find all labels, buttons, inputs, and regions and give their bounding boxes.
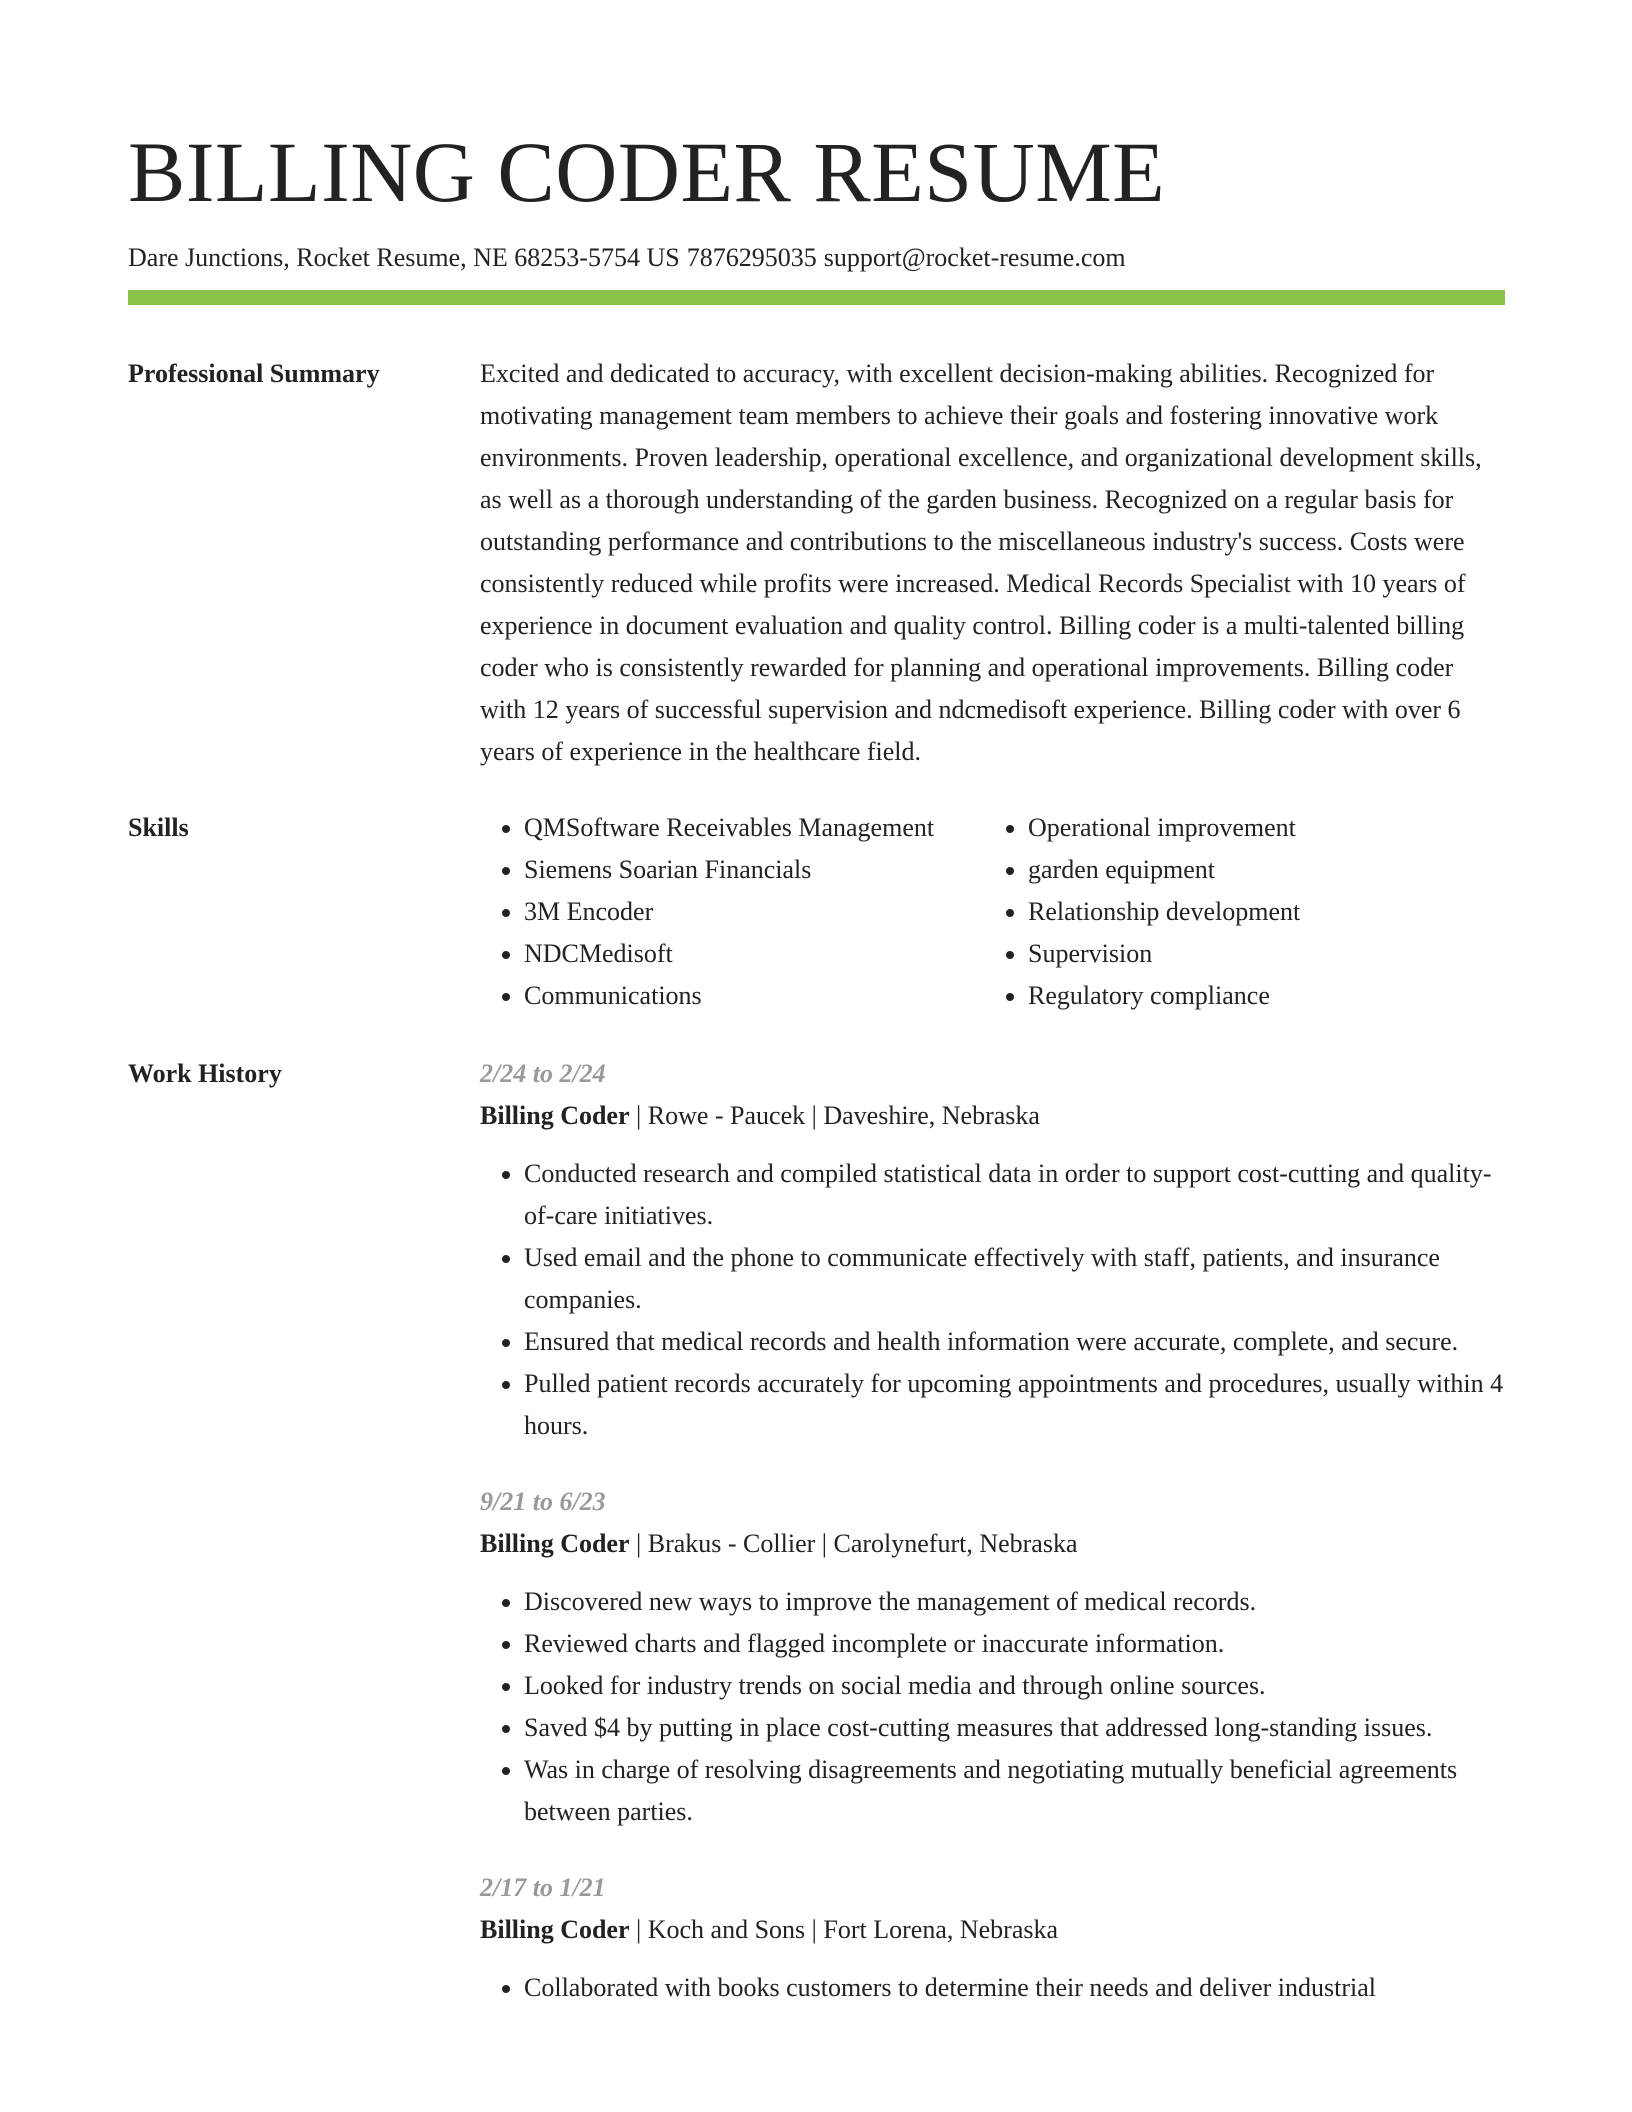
job-dates: 9/21 to 6/23 [480,1487,606,1516]
contact-address: Dare Junctions, Rocket Resume, NE 68253-5754 US [128,243,680,272]
summary-text: Excited and dedicated to accuracy, with excellent decision-making abilities. Recognized for motivating management team members to achieve their goals and fostering innovative work environments. Proven leadership, operational excellence, and organizational development skills, as well as a thorough understanding of the garden business. Recognized on a regular basis for outstanding performance and contributions to the miscellaneous industry's success. Costs were consistently reduced while profits were increased. Medical Records Specialist with 10 years of experience in document evaluation and quality control. Billing coder is a multi-talented billing coder who is consistently rewarded for planning and operational improvements. Billing coder with 12 years of successful supervision and ndcmedisoft experience. Billing coder with over 6 years of experience in the healthcare field. [480,359,1482,766]
skill-item: • Siemens Soarian Financials [524,849,984,891]
job-bullet: • Pulled patient records accurately for upcoming appointments and procedures, usually within 4 hours. [524,1363,1505,1447]
job-company: Koch and Sons [647,1915,806,1944]
job-bullets [480,1153,1505,1447]
contact-email: support@rocket-resume.com [823,243,1126,272]
skill-item: • garden equipment [1028,849,1300,891]
skill-item: • Relationship development [1028,891,1300,933]
job-bullet: • Ensured that medical records and health information were accurate, complete, and secure. [524,1321,1505,1363]
job-location: Carolynefurt, Nebraska [833,1529,1078,1558]
header-divider [128,290,1505,305]
resume-page [128,118,1505,2043]
job-bullet: • Used email and the phone to communicate effectively with staff, patients, and insurance companies. [524,1237,1505,1321]
job-bullets [480,1967,1505,2009]
skill-item: • NDCMedisoft [524,933,984,975]
job-title: Billing Coder [480,1101,630,1130]
job-bullet: • Conducted research and compiled statistical data in order to support cost-cutting and quality-of-care initiatives. [524,1153,1505,1237]
summary-label: Professional Summary [128,359,380,388]
job-dates: 2/17 to 1/21 [480,1873,606,1902]
job-bullet: • Looked for industry trends on social media and through online sources. [524,1665,1505,1707]
job-heading: Billing Coder | Koch and Sons | Fort Lorena, Nebraska [480,1915,1059,1944]
job-bullet: • Reviewed charts and flagged incomplete or inaccurate information. [524,1623,1505,1665]
job-heading: Billing Coder | Brakus - Collier | Carolynefurt, Nebraska [480,1529,1078,1558]
job-heading: Billing Coder | Rowe - Paucek | Daveshire, Nebraska [480,1101,1040,1130]
skills-label: Skills [128,813,189,842]
skills-list-left [480,807,984,1017]
job-entry [480,1053,1505,1447]
job-entry [480,1481,1505,1833]
job-bullet: • Was in charge of resolving disagreements and negotiating mutually beneficial agreements between parties. [524,1749,1505,1833]
job-title: Billing Coder [480,1915,630,1944]
job-bullet: • Saved $4 by putting in place cost-cutting measures that addressed long-standing issues. [524,1707,1505,1749]
job-title: Billing Coder [480,1529,630,1558]
job-bullets [480,1581,1505,1833]
skill-item: • Communications [524,975,984,1017]
job-company: Brakus - Collier [647,1529,816,1558]
contact-line [128,240,1505,276]
job-entry [480,1867,1505,2009]
skill-item: • Operational improvement [1028,807,1300,849]
job-company: Rowe - Paucek [647,1101,806,1130]
summary-section [128,353,1505,773]
job-location: Fort Lorena, Nebraska [823,1915,1059,1944]
resume-title: BILLING CODER RESUME [128,124,1166,220]
skills-section [128,807,1505,1017]
contact-phone: 7876295035 [686,243,817,272]
skills-list-right [984,807,1300,1017]
job-bullet: • Collaborated with books customers to determine their needs and deliver industrial [524,1967,1505,2009]
work-history-label: Work History [128,1059,282,1088]
job-location: Daveshire, Nebraska [823,1101,1040,1130]
skill-item: • Regulatory compliance [1028,975,1300,1017]
job-bullet: • Discovered new ways to improve the management of medical records. [524,1581,1505,1623]
skill-item: • 3M Encoder [524,891,984,933]
skill-item: • QMSoftware Receivables Management [524,807,984,849]
work-history-section [128,1053,1505,2043]
job-dates: 2/24 to 2/24 [480,1059,606,1088]
skill-item: • Supervision [1028,933,1300,975]
